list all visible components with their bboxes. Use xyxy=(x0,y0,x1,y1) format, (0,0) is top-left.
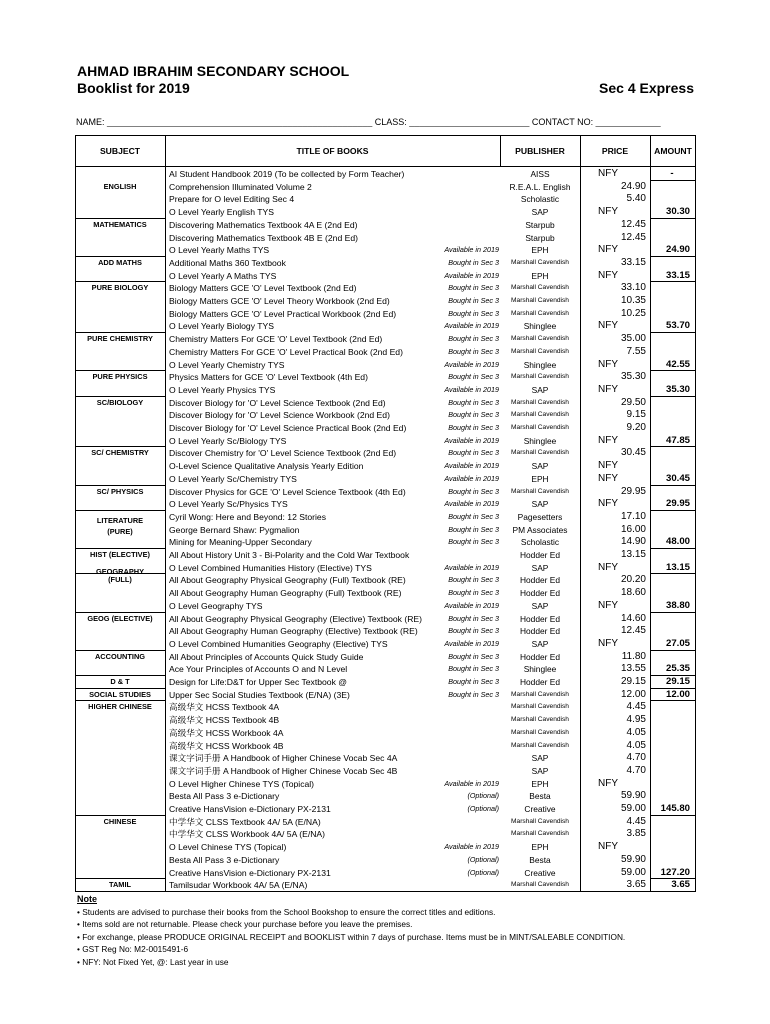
book-price: 30.45 xyxy=(620,447,646,459)
availability-note: Bought in Sec 3 xyxy=(448,372,499,382)
subject-label: PURE CHEMISTRY xyxy=(87,334,153,344)
book-price: 35.30 xyxy=(620,371,646,383)
book-price: 12.45 xyxy=(620,625,646,637)
publisher-name: Marshall Cavendish xyxy=(511,258,569,266)
book-title: O Level Yearly Sc/Biology TYS xyxy=(169,435,287,446)
publisher-name: AISS xyxy=(530,169,550,179)
availability-note: (Optional) xyxy=(467,791,499,801)
book-price: 29.95 xyxy=(620,485,646,497)
book-price: 13.15 xyxy=(620,549,646,560)
publisher-name: EPH xyxy=(531,842,549,853)
book-title: Creative HansVision e-Dictionary PX-2131 xyxy=(169,804,331,814)
publisher-name: Marshall Cavendish xyxy=(511,373,569,381)
book-title: 高级华文 HCSS Workbook 4A xyxy=(169,727,284,738)
subject-amount: 25.35 xyxy=(665,663,690,675)
book-price: 4.95 xyxy=(626,714,646,726)
subject-amount: 42.55 xyxy=(665,358,690,370)
booklist-title: Booklist for 2019 xyxy=(77,80,190,96)
availability-note: Bought in Sec 3 xyxy=(448,626,499,636)
publisher-name: Marshall Cavendish xyxy=(511,284,569,292)
subject-amount: 47.85 xyxy=(665,434,690,446)
table-rule xyxy=(75,135,76,892)
availability-note: Bought in Sec 3 xyxy=(448,651,499,661)
school-name: AHMAD IBRAHIM SECONDARY SCHOOL xyxy=(77,63,350,79)
book-title: O Level Yearly Sc/Physics TYS xyxy=(169,499,288,510)
book-title: O Level Higher Chinese TYS (Topical) xyxy=(169,778,315,789)
book-price: 4.45 xyxy=(626,701,646,713)
book-price: 59.90 xyxy=(620,790,646,802)
book-title: Physics Matters for GCE 'O' Level Textbook (4th Ed) xyxy=(169,372,368,383)
book-price: NFY xyxy=(598,269,618,281)
notes-heading: Note xyxy=(77,894,97,904)
book-title: O Level Yearly Biology TYS xyxy=(169,321,274,332)
subject-label: (PURE) xyxy=(107,527,133,537)
availability-note: Bought in Sec 3 xyxy=(448,283,499,293)
book-price: NFY xyxy=(598,599,618,611)
note-item: • GST Reg No: M2-0015491-6 xyxy=(77,944,189,955)
book-title: Discovering Mathematics Textbook 4B E (2nd Ed) xyxy=(169,232,358,243)
availability-note: Available in 2019 xyxy=(444,384,499,394)
publisher-name: Marshall Cavendish xyxy=(511,703,569,711)
book-price: NFY xyxy=(598,841,618,853)
table-rule xyxy=(75,166,696,167)
availability-note: Bought in Sec 3 xyxy=(448,308,499,318)
publisher-name: Marshall Cavendish xyxy=(511,881,569,889)
amount-header: AMOUNT xyxy=(654,146,692,156)
availability-note: Bought in Sec 3 xyxy=(448,511,499,521)
subject-label: HIGHER CHINESE xyxy=(88,702,152,712)
book-title: O Level Yearly Chemistry TYS xyxy=(169,359,285,370)
book-price: 18.60 xyxy=(620,587,646,599)
book-price: 24.90 xyxy=(620,180,646,192)
book-title: 高级华文 HCSS Textbook 4B xyxy=(169,715,280,726)
publisher-name: Pagesetters xyxy=(517,511,563,522)
book-price: 9.15 xyxy=(626,409,646,421)
book-title: Tamilsudar Workbook 4A/ 5A (E/NA) xyxy=(169,880,308,891)
book-title: Additional Maths 360 Textbook xyxy=(169,257,286,268)
availability-note: Bought in Sec 3 xyxy=(448,524,499,534)
subject-label: LITERATURE xyxy=(96,515,144,525)
subject-amount: 145.80 xyxy=(660,803,690,814)
book-price: 11.80 xyxy=(621,650,646,662)
publisher-header: PUBLISHER xyxy=(515,146,565,156)
publisher-name: Shinglee xyxy=(523,359,557,370)
book-price: NFY xyxy=(598,168,618,179)
publisher-name: Marshall Cavendish xyxy=(511,817,569,825)
book-title: Mining for Meaning-Upper Secondary xyxy=(169,537,312,548)
publisher-name: Hodder Ed xyxy=(519,677,561,687)
note-item: • Items sold are not returnable. Please check your purchase before you leave the premises. xyxy=(77,919,413,930)
note-item: • NFY: Not Fixed Yet, @: Last year in use xyxy=(77,956,229,967)
publisher-name: SAP xyxy=(531,765,549,776)
book-price: 59.90 xyxy=(620,853,646,865)
availability-note: Bought in Sec 3 xyxy=(448,346,499,356)
book-title: O Level Yearly Sc/Chemistry TYS xyxy=(169,473,297,484)
availability-note: Bought in Sec 3 xyxy=(448,588,499,598)
book-price: 7.55 xyxy=(626,345,646,357)
publisher-name: Marshall Cavendish xyxy=(511,335,569,343)
publisher-name: Marshall Cavendish xyxy=(511,424,569,431)
subject-label: SC/BIOLOGY xyxy=(96,397,144,407)
availability-note: Available in 2019 xyxy=(444,600,499,610)
book-title: O Level Yearly English TYS xyxy=(169,207,274,218)
subject-header: SUBJECT xyxy=(99,146,141,156)
book-price: 59.00 xyxy=(620,866,646,878)
subject-label: GEOG (ELECTIVE) xyxy=(87,613,153,623)
book-price: NFY xyxy=(598,498,618,510)
availability-note: Bought in Sec 3 xyxy=(448,613,499,623)
book-title: Biology Matters GCE 'O' Level Textbook (2nd Ed) xyxy=(169,283,357,294)
book-title: O Level Chinese TYS (Topical) xyxy=(169,842,287,853)
subject-amount: - xyxy=(670,168,674,179)
publisher-name: Besta xyxy=(529,854,551,865)
publisher-name: SAP xyxy=(531,600,549,611)
availability-note: Bought in Sec 3 xyxy=(448,575,499,585)
book-price: 12.00 xyxy=(620,688,646,700)
book-title: Besta All Pass 3 e-Dictionary xyxy=(169,854,280,865)
publisher-name: Marshall Cavendish xyxy=(511,728,569,736)
subject-label: HIST (ELECTIVE) xyxy=(90,550,150,559)
book-price: 4.05 xyxy=(626,739,646,751)
subject-amount: 12.00 xyxy=(665,688,690,700)
publisher-name: Hodder Ed xyxy=(519,588,561,599)
availability-note: Available in 2019 xyxy=(444,321,499,331)
book-title: 高级华文 HCSS Workbook 4B xyxy=(169,740,284,751)
subject-label: (FULL) xyxy=(108,575,132,585)
book-price: 16.00 xyxy=(620,523,646,535)
table-rule xyxy=(695,135,696,892)
book-price: NFY xyxy=(598,244,618,256)
subject-amount: 3.65 xyxy=(671,879,690,891)
publisher-name: Scholastic xyxy=(520,194,560,205)
availability-note: Bought in Sec 3 xyxy=(448,677,499,686)
booklist-table xyxy=(75,135,696,891)
book-price: 29.50 xyxy=(620,396,646,408)
book-title: Discover Chemistry for 'O' Level Science Textbook (2nd Ed) xyxy=(169,448,397,459)
publisher-name: Hodder Ed xyxy=(519,550,561,560)
book-title: George Bernard Shaw: Pygmalion xyxy=(169,524,300,535)
availability-note: Bought in Sec 3 xyxy=(448,537,499,547)
subject-amount: 38.80 xyxy=(665,599,690,611)
book-price: 59.00 xyxy=(620,803,646,814)
availability-note: Available in 2019 xyxy=(444,359,499,369)
subject-label: GEOGRAPHY xyxy=(95,566,145,576)
availability-note: Bought in Sec 3 xyxy=(448,486,499,496)
publisher-name: EPH xyxy=(531,245,549,256)
book-title: Discovering Mathematics Textbook 4A E (2nd Ed) xyxy=(169,219,358,230)
book-price: 4.70 xyxy=(626,752,646,764)
book-title: Discover Biology for 'O' Level Science Textbook (2nd Ed) xyxy=(169,397,386,408)
publisher-name: EPH xyxy=(531,778,549,789)
availability-note: Available in 2019 xyxy=(444,842,499,852)
subject-label: PURE PHYSICS xyxy=(92,372,148,382)
book-title: 课文字词手册 A Handbook of Higher Chinese Vocab Sec 4B xyxy=(169,765,398,776)
subject-amount: 30.45 xyxy=(665,472,690,484)
book-title: Besta All Pass 3 e-Dictionary xyxy=(169,791,280,802)
availability-note: (Optional) xyxy=(467,804,499,813)
book-price: 10.25 xyxy=(620,307,646,319)
book-title: Prepare for O level Editing Sec 4 xyxy=(169,194,295,205)
book-price: 10.35 xyxy=(620,295,646,306)
book-title: O-Level Science Qualitative Analysis Yearly Edition xyxy=(169,461,364,472)
book-title: Chemistry Matters For GCE 'O' Level Practical Book (2nd Ed) xyxy=(169,346,403,357)
book-title: Biology Matters GCE 'O' Level Practical Workbook (2nd Ed) xyxy=(169,308,397,319)
publisher-name: PM Associates xyxy=(512,524,568,535)
book-title: O Level Combined Humanities History (Elective) TYS xyxy=(169,562,372,573)
book-title: O Level Geography TYS xyxy=(169,600,263,611)
book-price: 9.20 xyxy=(626,422,646,433)
book-title: Comprehension Illuminated Volume 2 xyxy=(169,181,312,192)
publisher-name: Creative xyxy=(524,867,556,878)
availability-note: Available in 2019 xyxy=(444,562,499,572)
publisher-name: Besta xyxy=(529,791,551,802)
publisher-name: Shinglee xyxy=(523,435,557,446)
book-price: NFY xyxy=(598,320,618,332)
book-price: 4.05 xyxy=(626,726,646,738)
subject-amount: 35.30 xyxy=(665,383,690,395)
publisher-name: SAP xyxy=(531,499,549,510)
book-price: NFY xyxy=(598,434,618,446)
publisher-name: Marshall Cavendish xyxy=(511,347,569,355)
subject-label: TAMIL xyxy=(108,880,132,890)
publisher-name: Marshall Cavendish xyxy=(511,830,569,838)
availability-note: (Optional) xyxy=(467,867,499,877)
publisher-name: SAP xyxy=(531,384,549,395)
availability-note: Bought in Sec 3 xyxy=(448,664,499,674)
publisher-name: Marshall Cavendish xyxy=(511,449,569,457)
availability-note: (Optional) xyxy=(467,854,499,864)
book-title: Biology Matters GCE 'O' Level Theory Workbook (2nd Ed) xyxy=(169,296,390,306)
availability-note: Bought in Sec 3 xyxy=(448,410,499,420)
availability-note: Bought in Sec 3 xyxy=(448,257,499,267)
book-title: 课文字词手册 A Handbook of Higher Chinese Vocab Sec 4A xyxy=(169,753,398,764)
subject-label: CHINESE xyxy=(103,816,137,826)
book-price: 14.60 xyxy=(620,612,646,624)
book-price: 3.85 xyxy=(626,828,646,840)
table-rule xyxy=(580,135,581,891)
publisher-name: SAP xyxy=(531,753,549,764)
publisher-name: Hodder Ed xyxy=(519,626,561,637)
subject-amount: 27.05 xyxy=(665,637,690,649)
title-header: TITLE OF BOOKS xyxy=(296,146,369,156)
availability-note: Available in 2019 xyxy=(444,270,499,280)
book-price: 4.70 xyxy=(626,764,646,776)
book-title: Creative HansVision e-Dictionary PX-2131 xyxy=(169,867,331,878)
publisher-name: Marshall Cavendish xyxy=(511,487,569,495)
book-price: 33.10 xyxy=(620,282,646,294)
book-price: NFY xyxy=(598,777,618,789)
publisher-name: Starpub xyxy=(525,232,555,243)
availability-note: Available in 2019 xyxy=(444,473,499,483)
student-info-line: NAME: _____________________________________________________ CLASS: ________________________ CONTACT NO: _____________ xyxy=(76,117,661,127)
table-rule xyxy=(165,135,166,891)
book-title: All About Geography Human Geography (Elective) Textbook (RE) xyxy=(169,626,418,637)
availability-note: Bought in Sec 3 xyxy=(448,334,499,344)
table-rule xyxy=(75,510,165,511)
publisher-name: Marshall Cavendish xyxy=(511,297,569,304)
book-title: AI Student Handbook 2019 (To be collected by Form Teacher) xyxy=(169,169,405,179)
availability-note: Bought in Sec 3 xyxy=(448,296,499,305)
publisher-name: Hodder Ed xyxy=(519,613,561,624)
book-title: Discover Biology for 'O' Level Science Practical Book (2nd Ed) xyxy=(169,423,407,433)
availability-note: Bought in Sec 3 xyxy=(448,448,499,458)
table-rule xyxy=(650,135,651,891)
book-title: Design for Life:D&T for Upper Sec Textbook @ xyxy=(169,677,347,687)
note-item: • For exchange, please PRODUCE ORIGINAL RECEIPT and BOOKLIST within 7 days of purchase. Items must be in MINT/SALEABLE CONDITION. xyxy=(77,931,626,942)
book-price: 13.55 xyxy=(620,663,646,675)
book-price: NFY xyxy=(598,637,618,649)
book-title: All About Geography Human Geography (Full) Textbook (RE) xyxy=(169,588,402,599)
book-title: O Level Yearly Maths TYS xyxy=(169,245,270,256)
publisher-name: SAP xyxy=(531,638,549,649)
book-price: NFY xyxy=(598,358,618,370)
publisher-name: Marshall Cavendish xyxy=(511,398,569,406)
publisher-name: Marshall Cavendish xyxy=(511,716,569,724)
book-title: 高级华文 HCSS Textbook 4A xyxy=(169,702,280,713)
book-title: O Level Combined Humanities Geography (Elective) TYS xyxy=(169,638,388,649)
book-title: Cyril Wong: Here and Beyond: 12 Stories xyxy=(169,511,326,522)
book-price: 29.15 xyxy=(620,676,646,687)
notes-section xyxy=(77,893,717,969)
book-price: 17.10 xyxy=(620,510,646,522)
publisher-name: Marshall Cavendish xyxy=(511,690,569,698)
book-price: 5.40 xyxy=(626,193,646,205)
book-title: All About History Unit 3 - Bi-Polarity and the Cold War Textbook xyxy=(169,550,410,560)
subject-label: ENGLISH xyxy=(103,181,137,191)
book-price: 33.15 xyxy=(620,256,646,268)
subject-amount: 33.15 xyxy=(665,269,690,281)
availability-note: Available in 2019 xyxy=(444,499,499,509)
publisher-name: EPH xyxy=(531,270,549,281)
publisher-name: Hodder Ed xyxy=(519,651,561,662)
book-title: All About Principles of Accounts Quick Study Guide xyxy=(169,651,364,662)
subject-amount: 13.15 xyxy=(665,561,690,573)
publisher-name: SAP xyxy=(531,461,549,472)
book-price: NFY xyxy=(598,206,618,218)
book-title: Discover Biology for 'O' Level Science Workbook (2nd Ed) xyxy=(169,410,390,421)
book-title: All About Geography Physical Geography (Elective) Textbook (RE) xyxy=(169,613,423,624)
book-title: O Level Yearly A Maths TYS xyxy=(169,270,277,281)
subject-amount: 48.00 xyxy=(665,536,690,548)
publisher-name: EPH xyxy=(531,473,549,484)
availability-note: Bought in Sec 3 xyxy=(448,397,499,407)
book-title: Discover Physics for GCE 'O' Level Science Textbook (4th Ed) xyxy=(169,486,406,497)
publisher-name: Hodder Ed xyxy=(519,575,561,586)
subject-label: ACCOUNTING xyxy=(94,651,146,661)
book-title: Upper Sec Social Studies Textbook (E/NA) (3E) xyxy=(169,689,350,700)
subject-label: MATHEMATICS xyxy=(93,219,147,229)
book-price: 12.45 xyxy=(620,218,646,230)
availability-note: Available in 2019 xyxy=(444,778,499,788)
book-price: 35.00 xyxy=(620,333,646,345)
book-title: O Level Yearly Physics TYS xyxy=(169,384,276,395)
subject-amount: 24.90 xyxy=(665,244,690,256)
availability-note: Available in 2019 xyxy=(444,435,499,445)
book-price: NFY xyxy=(598,383,618,395)
publisher-name: Marshall Cavendish xyxy=(511,411,569,419)
subject-label: SC/ CHEMISTRY xyxy=(91,448,149,458)
subject-amount: 29.95 xyxy=(665,498,690,510)
note-item: • Students are advised to purchase their books from the School Bookshop to ensure the correct titles and editions. xyxy=(77,906,496,917)
table-rule xyxy=(75,135,696,136)
availability-note: Available in 2019 xyxy=(444,461,499,471)
price-header: PRICE xyxy=(601,146,629,156)
book-title: 中学华文 CLSS Textbook 4A/ 5A (E/NA) xyxy=(169,816,321,827)
subject-label: D & T xyxy=(110,677,130,686)
subject-label: PURE BIOLOGY xyxy=(91,283,149,293)
book-title: All About Geography Physical Geography (Full) Textbook (RE) xyxy=(169,575,406,586)
subject-label: SC/ PHYSICS xyxy=(96,486,144,496)
book-price: NFY xyxy=(598,472,618,484)
book-price: NFY xyxy=(598,460,618,472)
publisher-name: Marshall Cavendish xyxy=(511,309,569,317)
subject-label: SOCIAL STUDIES xyxy=(89,689,151,699)
publisher-name: R.E.A.L. English xyxy=(509,181,571,192)
subject-amount: 53.70 xyxy=(665,320,690,332)
availability-note: Available in 2019 xyxy=(444,638,499,648)
book-price: NFY xyxy=(598,561,618,573)
subject-amount: 29.15 xyxy=(665,676,690,687)
book-price: 3.65 xyxy=(626,879,646,891)
book-price: 4.45 xyxy=(626,815,646,827)
publisher-name: Starpub xyxy=(525,219,555,230)
book-price: 12.45 xyxy=(620,231,646,243)
availability-note: Bought in Sec 3 xyxy=(448,689,499,699)
subject-label: ADD MATHS xyxy=(98,257,142,267)
book-price: 14.90 xyxy=(620,536,646,548)
subject-amount: 30.30 xyxy=(665,206,690,218)
book-title: 中学华文 CLSS Workbook 4A/ 5A (E/NA) xyxy=(169,829,326,840)
subject-amount: 127.20 xyxy=(660,866,690,878)
availability-note: Bought in Sec 3 xyxy=(448,423,499,432)
publisher-name: Shinglee xyxy=(523,321,557,332)
availability-note: Available in 2019 xyxy=(444,245,499,255)
publisher-name: Shinglee xyxy=(523,664,557,675)
publisher-name: Creative xyxy=(524,804,556,814)
book-title: Ace Your Principles of Accounts O and N Level xyxy=(169,664,348,675)
book-price: 20.20 xyxy=(620,574,646,586)
publisher-name: SAP xyxy=(531,562,549,573)
publisher-name: Marshall Cavendish xyxy=(511,741,569,749)
publisher-name: Scholastic xyxy=(520,537,560,548)
class-level: Sec 4 Express xyxy=(599,80,694,96)
publisher-name: SAP xyxy=(531,207,549,218)
book-title: Chemistry Matters For GCE 'O' Level Textbook (2nd Ed) xyxy=(169,334,383,345)
